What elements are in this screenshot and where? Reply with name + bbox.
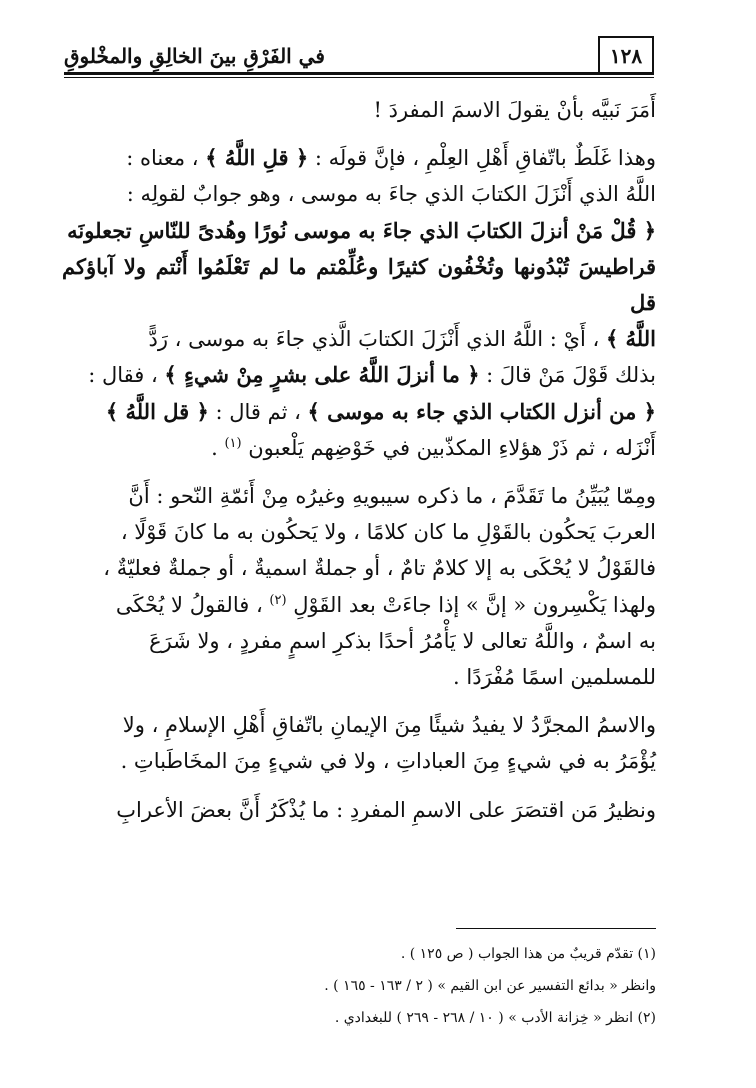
main-text [62,92,656,828]
text-line: للمسلمين اسمًا مُفْرَدًا . [453,665,656,690]
text-line: العربَ يَحكُون بالقَوْلِ ما كان كلامًا ، ولا يَحكُون به ما كانَ قَوْلًا ، [120,520,656,545]
footnote-1-cont: وانظر « بدائع التفسير عن ابن القيم » ( ٢ / ١٦٣ - ١٦٥ ) . [324,978,656,994]
footnote-1: (١) تقدّم قريبٌ من هذا الجواب ( ص ١٢٥ ) . [400,946,656,962]
text-line: وهذا غَلَطٌ باتّفاقِ أَهْلِ العِلْمِ ، فإنَّ قولَه : ﴿ قلِ اللَّهُ ﴾ ، معناه : [126,145,656,171]
text-line [62,213,656,249]
quran-quote: ﴿ قُلْ مَنْ أنزلَ الكتابَ الذي جاءَ به موسى نُورًا وهُدىً للنّاسِ تجعلونَه [67,217,656,243]
quran-quote: ﴿ من أنزل الكتاب الذي جاء به موسى ﴾ [307,398,656,424]
footnotes [62,938,656,1034]
quran-quote: ﴿ قل اللَّهُ ﴾ [105,398,209,424]
header-rule [64,72,654,78]
page-number: ١٢٨ [598,36,654,74]
quran-quote: قراطيسَ تُبْدُونها وتُخْفُون كثيرًا وعُلِّمْتم ما لم تَعْلَمُوا أَنْتم ولا آباؤكم قل [62,253,656,316]
text-line: ومِمّا يُبَيِّنُ ما تَقَدَّمَ ، ما ذكره سيبويهِ وغيرُه مِنْ أَئمّةِ النّحو : أَنَّ [128,484,656,509]
text-line: ونظيرُ مَن اقتصَرَ على الاسمِ المفردِ : ما يُذْكَرُ أَنَّ بعضَ الأعرابِ [116,797,656,822]
text-line: يُؤْمَرُ به في شيءٍ مِنَ العباداتِ ، ولا في شيءٍ مِنَ المخَاطَباتِ . [120,749,656,774]
text-line: اللَّهُ ﴾ ، أَيْ : اللَّهُ الذي أَنْزَلَ الكتابَ الَّذي جاءَ به موسى ، رَدًّ [148,326,656,352]
text-line: ﴿ من أنزل الكتاب الذي جاء به موسى ﴾ ، ثم قال : ﴿ قل اللَّهُ ﴾ [105,398,656,424]
footnote-separator [456,928,656,929]
footnote-ref-1[interactable]: (١) [224,435,242,451]
text-line: أَنْزَله ، ثم ذَرْ هؤلاءِ المكذّبين في خَوْضِهم يَلْعبون $^{(١)}$ . [211,435,656,460]
running-title: في الفَرْقِ بينَ الخالِقِ والمخْلوقِ [64,44,325,68]
quran-quote: ﴿ ما أنزلَ اللَّهُ على بشرٍ مِنْ شيءٍ ﴾ [164,362,480,388]
quran-quote: اللَّهُ ﴾ [605,326,656,352]
text-line: اللَّهُ الذي أَنْزَلَ الكتابَ الذي جاءَ به موسى ، وهو جوابٌ لقولِه : [126,182,656,207]
text-line: بذلك قَوْلَ مَنْ قالَ : ﴿ ما أنزلَ اللَّهُ على بشرٍ مِنْ شيءٍ ﴾ ، فقال : [88,362,656,388]
text-line: والاسمُ المجرَّدُ لا يفيدُ شيئًا مِنَ الإيمانِ باتّفاقِ أَهْلِ الإسلامِ ، ولا [122,713,656,738]
footnote-ref-2[interactable]: (٢) [269,592,287,608]
text-line: أَمَرَ نَبيَّه بأنْ يقولَ الاسمَ المفردَ ! [373,98,656,122]
text-line: به اسمٌ ، واللَّهُ تعالى لا يَأْمُرُ أحدًا بذكرِ اسمٍ مفردٍ ، ولا شَرَعَ [149,628,656,653]
text-line: ولهذا يَكْسِرون « إنَّ » إذا جاءَتْ بعد القَوْلِ $^{(٢)}$ ، فالقولُ لا يُحْكَى [115,592,656,617]
quran-quote: ﴿ قلِ اللَّهُ ﴾ [205,145,309,171]
text-line [62,249,656,321]
text-line: فالقَوْلُ لا يُحْكَى به إلا كلامٌ تامٌ ، أو جملةٌ اسميةٌ ، أو جملةٌ فعليّةٌ ، [103,556,656,581]
footnote-2: (٢) انظر « خِزانة الأدب » ( ١٠ / ٢٦٨ - ٢٦٩ ) للبغدادي . [334,1010,656,1026]
